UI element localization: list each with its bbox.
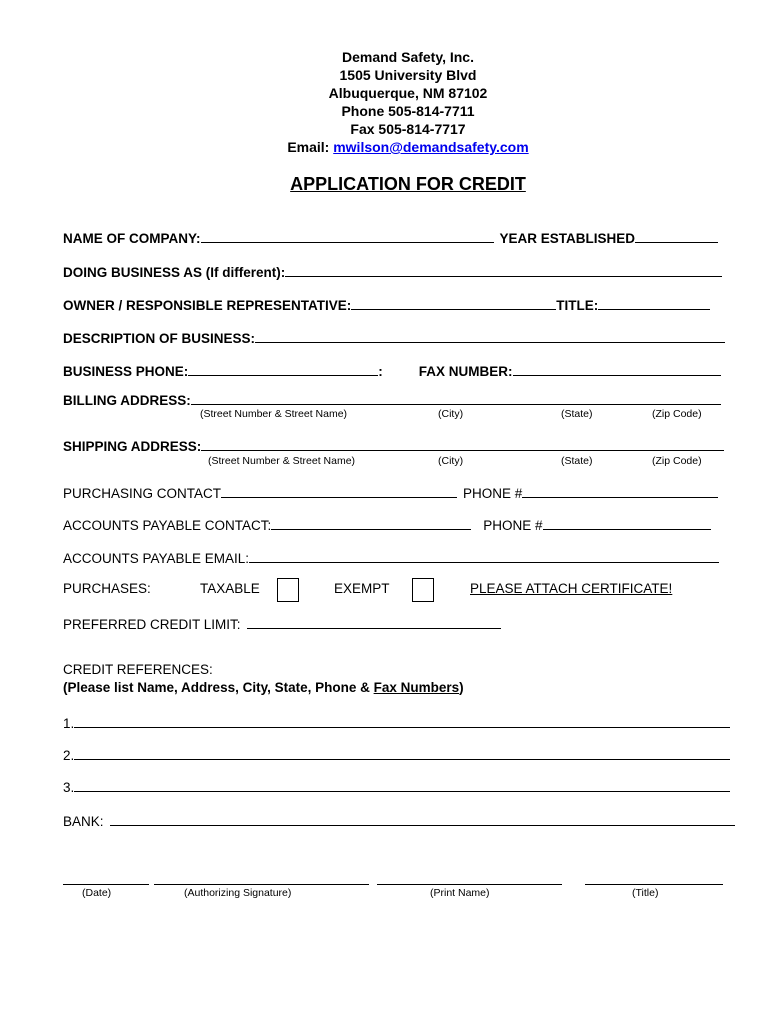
reference-1-label: 1. [63,716,75,731]
ap-phone-label: PHONE # [483,518,543,533]
purchasing-contact-row [63,481,718,501]
print-name-caption: (Print Name) [430,887,490,899]
reference-3-row [63,775,730,795]
shipping-hint-street: (Street Number & Street Name) [208,455,356,467]
owner-field[interactable] [351,295,556,310]
billing-field[interactable] [191,390,721,405]
shipping-hint-state: (State) [561,455,593,467]
billing-row [63,388,721,408]
reference-3-field[interactable] [74,777,730,792]
form-title: APPLICATION FOR CREDIT [290,174,526,194]
instruction-fax-numbers: Fax Numbers [373,680,460,695]
company-email-line [0,138,770,156]
email-link[interactable]: mwilson@demandsafety.com [333,139,529,155]
description-field[interactable] [255,328,725,343]
signature-line[interactable] [154,870,369,885]
billing-hint-city: (City) [438,408,464,420]
credit-references-heading: CREDIT REFERENCES: [63,662,213,677]
business-phone-field[interactable] [188,361,378,376]
billing-label: BILLING ADDRESS: [63,393,191,408]
reference-1-row [63,711,730,731]
shipping-hint-zip: (Zip Code) [652,455,702,467]
ap-email-label: ACCOUNTS PAYABLE EMAIL: [63,551,250,566]
ap-contact-field[interactable] [271,515,471,530]
dba-row [63,260,722,280]
date-caption: (Date) [82,887,112,899]
bank-row [63,809,735,829]
year-established-field[interactable] [635,228,718,243]
company-name-row [63,226,718,246]
ap-email-field[interactable] [249,548,719,563]
purchasing-contact-label: PURCHASING CONTACT [63,486,222,501]
taxable-label: TAXABLE [200,581,260,596]
credit-limit-field[interactable] [247,614,501,629]
title-line[interactable] [585,870,723,885]
bank-label: BANK: [63,814,104,829]
description-row [63,326,725,346]
dba-label: DOING BUSINESS AS (If different): [63,265,286,280]
bank-field[interactable] [110,811,735,826]
shipping-hint-city: (City) [438,455,464,467]
company-name: Demand Safety, Inc. [341,49,474,65]
fax-number-field[interactable] [513,361,721,376]
owner-title-label: TITLE: [556,298,599,313]
credit-limit-row [63,612,501,632]
company-street: 1505 University Blvd [339,67,477,83]
ap-contact-row [63,513,711,533]
year-established-label: YEAR ESTABLISHED [499,231,636,246]
company-name-field[interactable] [201,228,494,243]
purchasing-phone-label: PHONE # [463,486,523,501]
print-name-line[interactable] [377,870,562,885]
reference-2-label: 2. [63,748,75,763]
business-phone-label: BUSINESS PHONE: [63,364,189,379]
reference-3-label: 3. [63,780,75,795]
date-line[interactable] [63,870,149,885]
purchases-label: PURCHASES: [63,581,151,596]
purchasing-phone-field[interactable] [522,483,718,498]
credit-references-instruction [63,680,464,695]
title-caption: (Title) [632,887,659,899]
shipping-field[interactable] [201,436,724,451]
company-name-label: NAME OF COMPANY: [63,231,201,246]
owner-label: OWNER / RESPONSIBLE REPRESENTATIVE: [63,298,352,313]
company-city: Albuquerque, NM 87102 [328,85,488,101]
attach-certificate-note: PLEASE ATTACH CERTIFICATE! [470,581,673,596]
owner-row [63,293,710,313]
phone-colon: : [378,364,383,379]
billing-hint-state: (State) [561,408,593,420]
dba-field[interactable] [285,262,722,277]
phone-fax-row [63,359,721,379]
company-fax: Fax 505-814-7717 [350,121,466,137]
email-label: Email: [287,139,330,155]
exempt-label: EXEMPT [334,581,390,596]
reference-2-field[interactable] [74,745,730,760]
billing-hint-zip: (Zip Code) [652,408,702,420]
description-label: DESCRIPTION OF BUSINESS: [63,331,256,346]
reference-2-row [63,743,730,763]
company-phone: Phone 505-814-7711 [341,103,475,119]
shipping-label: SHIPPING ADDRESS: [63,439,202,454]
fax-number-label: FAX NUMBER: [418,364,513,379]
ap-phone-field[interactable] [543,515,711,530]
reference-1-field[interactable] [74,713,730,728]
signature-caption: (Authorizing Signature) [184,887,292,899]
owner-title-field[interactable] [598,295,710,310]
shipping-row [63,434,724,454]
instruction-suffix: ) [459,680,464,695]
taxable-checkbox[interactable] [277,578,299,602]
credit-limit-label: PREFERRED CREDIT LIMIT: [63,617,241,632]
ap-contact-label: ACCOUNTS PAYABLE CONTACT: [63,518,272,533]
instruction-prefix: (Please list Name, Address, City, State, Phone & [63,680,374,695]
billing-hint-street: (Street Number & Street Name) [200,408,348,420]
exempt-checkbox[interactable] [412,578,434,602]
purchasing-contact-field[interactable] [221,483,457,498]
ap-email-row [63,546,719,566]
